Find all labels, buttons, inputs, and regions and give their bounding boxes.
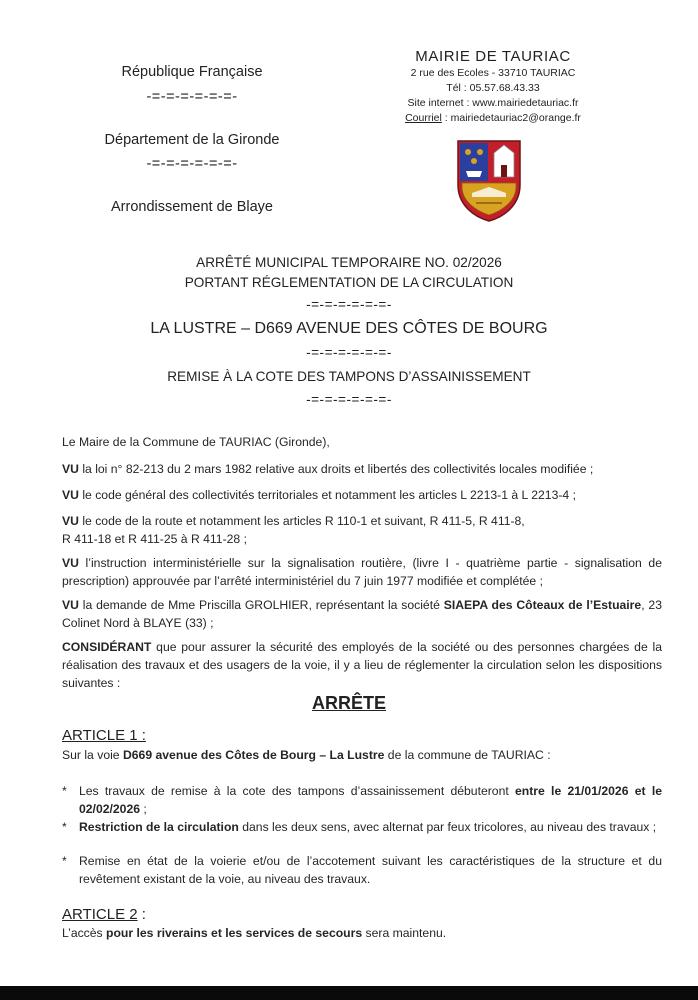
vu-label: VU [62,488,79,502]
road-name: D669 avenue des Côtes de Bourg – La Lustre [122,748,385,762]
bullet-marker: * [62,820,67,834]
considerant-label: CONSIDÉRANT [62,640,152,654]
republic-label: République Française [121,64,263,80]
title-separator: -=-=-=-=-=-=- [306,297,392,312]
mairie-phone: Tél : 05.57.68.43.33 [446,82,540,94]
vu-paragraph-3 [62,512,662,548]
coat-of-arms-icon [454,137,524,223]
vu-text: le code de la route et notamment les articles R 110-1 et suivant, R 411-5, R 411-8, [78,514,525,528]
article-1-intro-end: de la commune de TAURIAC : [384,748,551,762]
beneficiaries: pour les riverains et les services de secours [106,926,363,940]
title-location: LA LUSTRE – D669 AVENUE DES CÔTES DE BOURG [150,320,548,337]
restriction-label: Restriction de la circulation [79,820,239,834]
email-link[interactable]: mairiedetauriac2@orange.fr [450,112,581,124]
vu-label: VU [62,598,79,612]
mairie-email [378,111,608,126]
vu-text: la loi n° 82-213 du 2 mars 1982 relative aux droits et libertés des collectivités locales modifiée ; [78,462,594,476]
vu-label: VU [62,514,79,528]
article-2-text-start: L’accès [62,926,107,940]
title-arrete-number: ARRÊTÉ MUNICIPAL TEMPORAIRE NO. 02/2026 [196,255,502,270]
article-2-colon: : [137,906,146,923]
arrete-heading: ARRÊTE [311,693,386,713]
work-dates: entre le 21/01/2026 et le 02/02/2026 [79,784,662,816]
header-separator: -=-=-=-=-=-=- [146,89,238,105]
vu-paragraph-4 [62,554,662,590]
bullet-text-end: ; [140,802,147,816]
bottom-edge [0,986,698,1000]
website-label: Site internet : [407,97,470,109]
vu-text: la demande de Mme Priscilla GROLHIER, représentant la société [78,598,444,612]
title-separator: -=-=-=-=-=-=- [306,392,392,407]
article-1-bullet [62,852,662,888]
header-separator: -=-=-=-=-=-=- [146,156,238,172]
mairie-address: 2 rue des Ecoles - 33710 TAURIAC [410,67,576,79]
intro-paragraph: Le Maire de la Commune de TAURIAC (Gironde), [62,435,330,449]
mairie-block [378,48,608,126]
bullet-text: Remise en état de la voierie et/ou de l’accotement suivant les caractéristiques de la structure et du revêtement existant de la voie, au niveau des travaux. [79,854,662,886]
article-1-intro [62,746,662,764]
article-2-text [62,924,662,942]
vu-paragraph-2 [62,486,662,504]
email-label: Courriel [405,112,442,124]
article-1-bullet [62,818,662,836]
vu-text: l’instruction interministérielle sur la signalisation routière, (livre I - quatrième partie - signalisation de prescription) approuvée par l’arrêté interministériel du 7 juin 1977 modifiée et complétée ; [62,556,662,588]
considerant-text: que pour assurer la sécurité des employés de la société ou des personnes chargées de la réalisation des travaux et des usagers de la voie, il y a lieu de réglementer la circulation selon les dispositions suivantes : [62,640,662,690]
vu-text-continued: R 411-18 et R 411-25 à R 411-28 ; [62,532,247,546]
vu-paragraph-5 [62,596,662,632]
article-2-text-end: sera maintenu. [362,926,447,940]
article-1-bullet [62,782,662,818]
bullet-text: dans les deux sens, avec alternat par feux tricolores, au niveau des travaux ; [238,820,657,834]
title-subject: REMISE À LA COTE DES TAMPONS D’ASSAINISSEMENT [167,369,531,384]
email-separator: : [441,112,451,124]
vu-label: VU [62,556,79,570]
vu-text-end: , 23 Colinet Nord à BLAYE (33) ; [62,598,662,630]
mairie-website [378,96,608,111]
department-label: Département de la Gironde [104,132,280,148]
mairie-title: MAIRIE DE TAURIAC [415,48,571,65]
arrondissement-label: Arrondissement de Blaye [111,199,273,215]
bullet-marker: * [62,784,67,798]
article-2-title: ARTICLE 2 [62,906,138,923]
considerant-paragraph [62,638,662,692]
article-1-intro-text: Sur la voie [62,748,123,762]
article-2-heading [62,906,146,923]
website-link[interactable]: www.mairiedetauriac.fr [472,97,579,109]
title-reglementation: PORTANT RÉGLEMENTATION DE LA CIRCULATION [184,275,514,290]
vu-paragraph-1 [62,460,662,478]
vu-text: le code général des collectivités territoriales et notamment les articles L 2213-1 à L 2213-4 ; [78,488,576,502]
title-separator: -=-=-=-=-=-=- [306,345,392,360]
bullet-text: Les travaux de remise à la cote des tampons d’assainissement débuteront [79,784,515,798]
company-name: SIAEPA des Côteaux de l’Estuaire [443,598,642,612]
article-1-heading: ARTICLE 1 : [62,727,146,744]
vu-label: VU [62,462,79,476]
bullet-marker: * [62,854,67,868]
